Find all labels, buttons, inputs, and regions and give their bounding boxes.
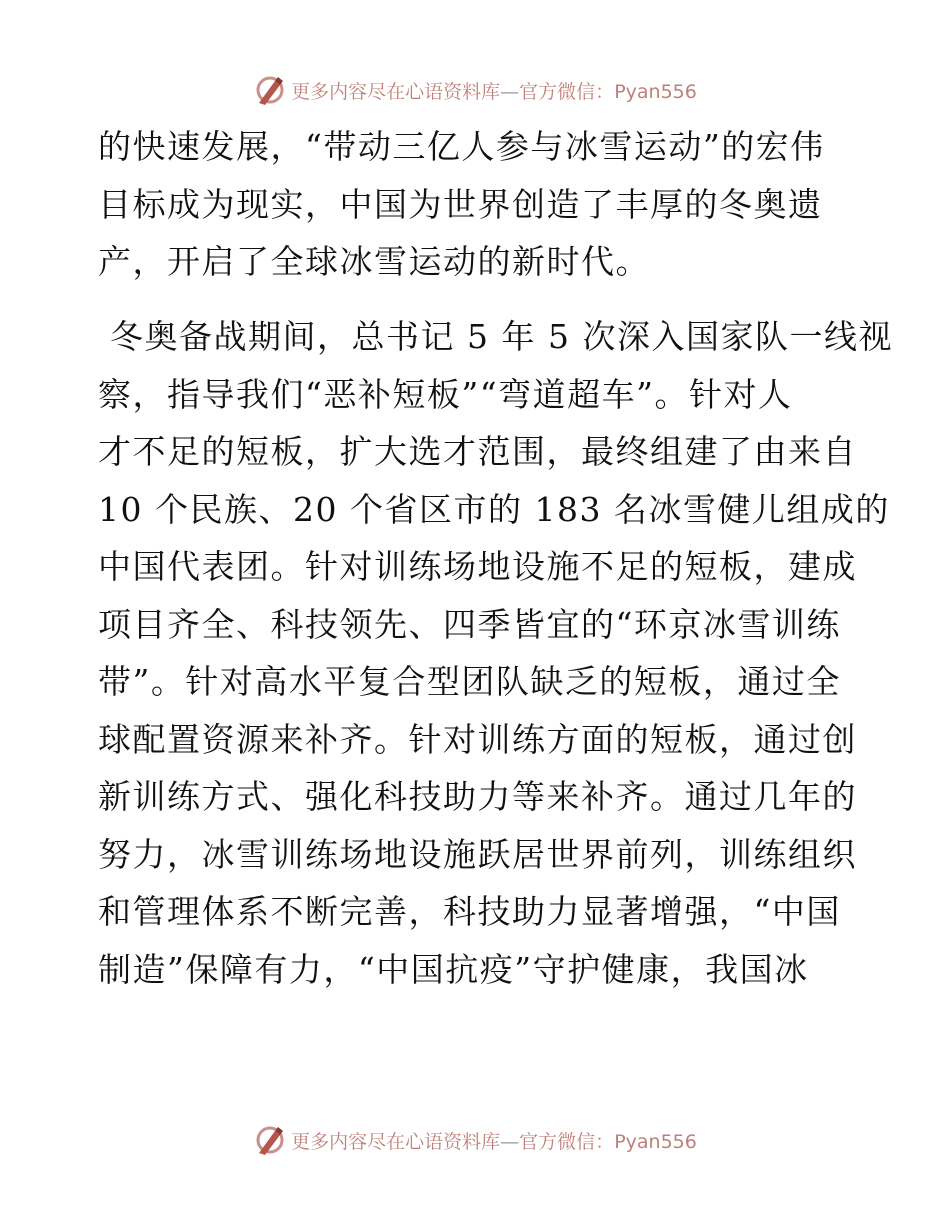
text-line: 球配置资源来补齐。针对训练方面的短板，通过创	[98, 719, 857, 759]
text-line: 才不足的短板，扩大选才范围，最终组建了由来自	[98, 432, 857, 471]
watermark-id: Pyan556	[614, 80, 697, 103]
watermark-official: 官方微信：	[519, 1130, 615, 1153]
text-line: 目标成为现实，中国为世界创造了丰厚的冬奥遗	[98, 184, 823, 224]
footer-watermark	[0, 1122, 950, 1158]
watermark-official: 官方微信：	[519, 80, 615, 103]
watermark-id: Pyan556	[614, 1130, 697, 1153]
text-line: 中国代表团。针对训练场地设施不足的短板，建成	[98, 547, 857, 586]
paragraph-2	[98, 308, 893, 998]
text-line: 项目齐全、科技领先、四季皆宜的“环京冰雪训练	[98, 604, 841, 644]
watermark-separator: —	[500, 80, 520, 103]
text-line: 和管理体系不断完善，科技助力显著增强，“中国	[98, 892, 841, 931]
text-line: 带”。针对高水平复合型团队缺乏的短板，通过全	[98, 662, 841, 701]
watermark-text	[291, 1127, 697, 1154]
watermark-text	[291, 77, 697, 104]
text-line: 的快速发展，“带动三亿人参与冰雪运动”的宏伟	[98, 127, 825, 166]
text-line: 新训练方式、强化科技助力等来补齐。通过几年的	[98, 777, 857, 816]
text-line: 10 个民族、20 个省区市的 183 名冰雪健儿组成的	[98, 489, 890, 529]
watermark-main: 更多内容尽在心语资料库	[291, 80, 501, 103]
text-line: 冬奥备战期间，总书记 5 年 5 次深入国家队一线视	[98, 317, 893, 356]
watermark-separator: —	[500, 1130, 520, 1153]
watermark-main: 更多内容尽在心语资料库	[291, 1130, 501, 1153]
pen-circle-logo-icon	[253, 1123, 287, 1157]
header-watermark	[0, 72, 950, 108]
text-line: 察，指导我们“恶补短板”“弯道超车”。针对人	[98, 374, 793, 414]
pen-circle-logo-icon	[253, 73, 287, 107]
text-line: 产，开启了全球冰雪运动的新时代。	[98, 242, 650, 281]
text-line: 努力，冰雪训练场地设施跃居世界前列，训练组织	[98, 834, 857, 874]
paragraph-1	[98, 118, 856, 291]
text-line: 制造”保障有力，“中国抗疫”守护健康，我国冰	[98, 949, 809, 989]
